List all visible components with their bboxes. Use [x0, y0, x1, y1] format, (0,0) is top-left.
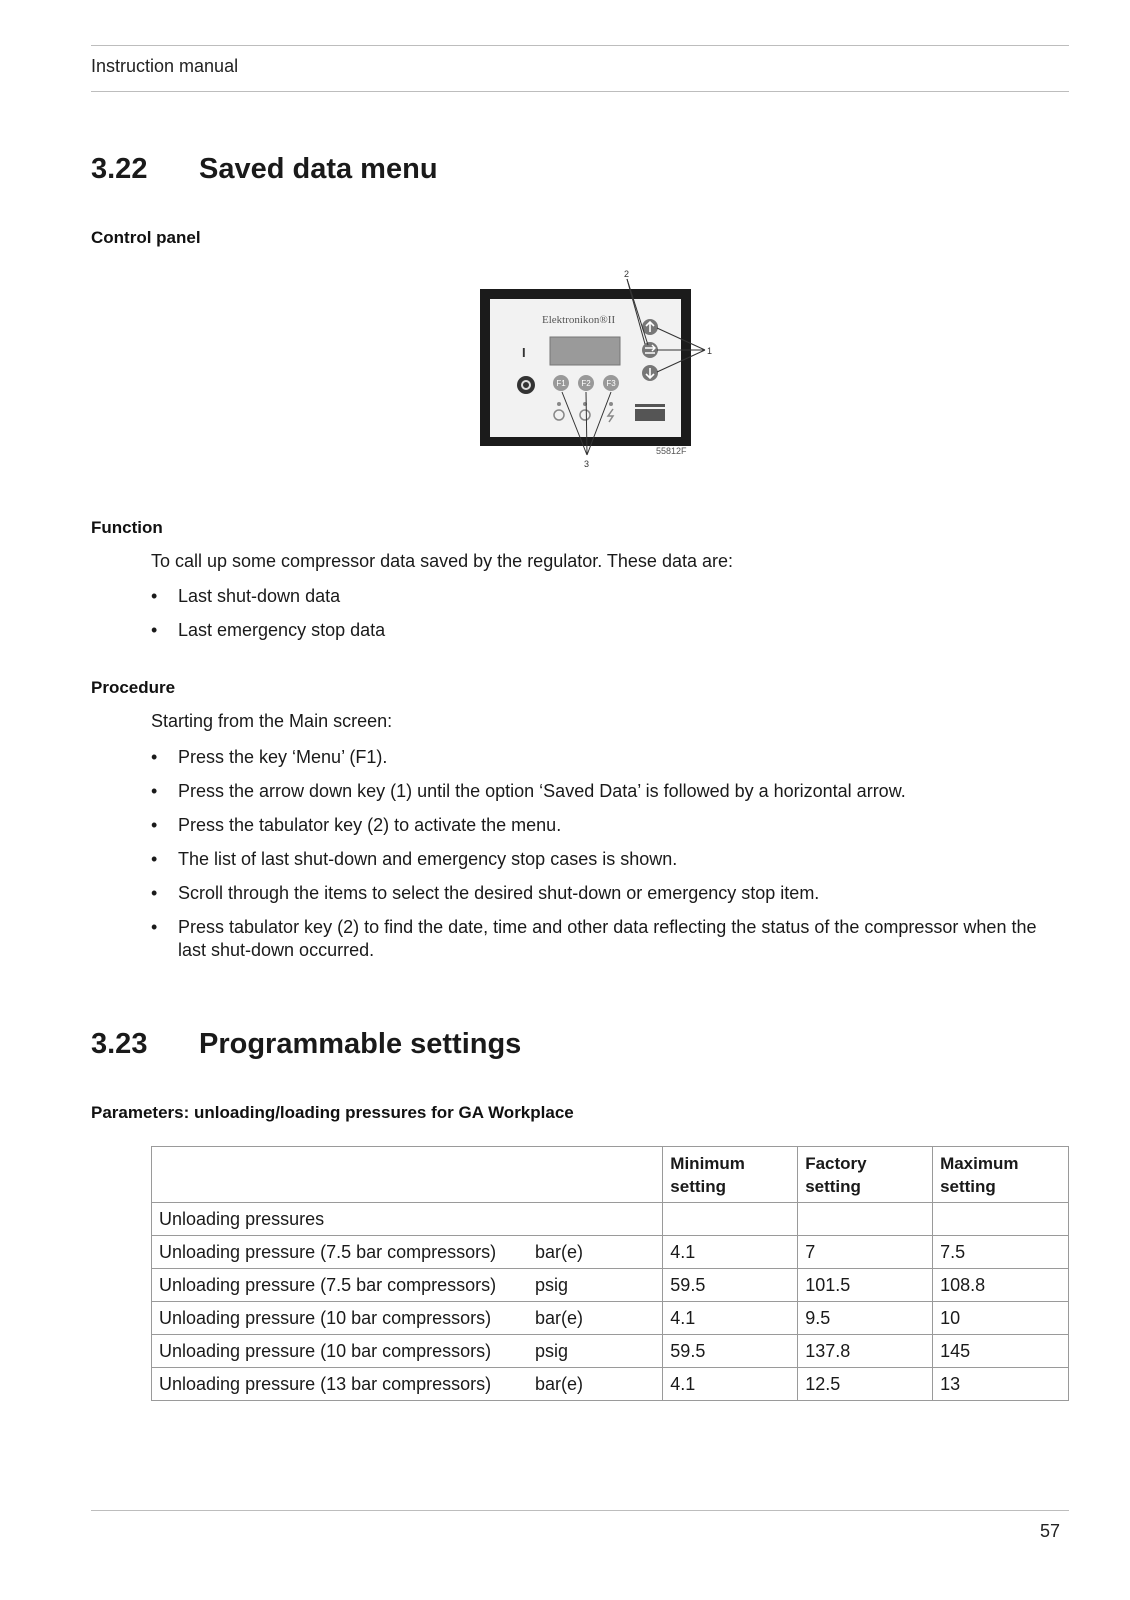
table-cell: 59.5: [663, 1269, 798, 1302]
table-cell: Unloading pressure (10 bar compressors): [152, 1335, 528, 1368]
table-row: [152, 1302, 1069, 1335]
table-header-row: [152, 1147, 1069, 1203]
function-heading: Function: [91, 518, 163, 537]
header-maximum: Maximum setting: [933, 1147, 1069, 1203]
table-cell: Unloading pressure (7.5 bar compressors): [152, 1269, 528, 1302]
table-cell: [663, 1203, 798, 1236]
list-item: • Press the tabulator key (2) to activate the menu.: [151, 814, 1069, 837]
table-cell: 7.5: [933, 1236, 1069, 1269]
list-item: • Press tabulator key (2) to find the date, time and other data reflecting the status of the compressor when the last shut-down occurred.: [151, 916, 1069, 962]
table-cell: [933, 1203, 1069, 1236]
section-title-text: Saved data menu: [199, 153, 438, 185]
header-title: Instruction manual: [91, 56, 239, 76]
table-cell: Unloading pressure (7.5 bar compressors): [152, 1236, 528, 1269]
list-item: • Last shut-down data: [151, 585, 1069, 608]
list-item: • Press the key ‘Menu’ (F1).: [151, 746, 1069, 769]
table-cell: 7: [798, 1236, 933, 1269]
brand-logo: [635, 404, 665, 421]
table-cell-unit: psig: [528, 1335, 663, 1368]
down-arrow-key-icon: [642, 365, 658, 381]
f2-label: F2: [581, 379, 591, 388]
panel-brand: Elektronikon®II: [542, 314, 616, 326]
table-cell: 137.8: [798, 1335, 933, 1368]
table-row: [152, 1335, 1069, 1368]
list-item: • The list of last shut-down and emergency stop cases is shown.: [151, 848, 1069, 871]
table-cell-unit: bar(e): [528, 1368, 663, 1401]
table-cell: Unloading pressure (13 bar compressors): [152, 1368, 528, 1401]
table-cell-unit: bar(e): [528, 1302, 663, 1335]
callout-1: 1: [707, 346, 713, 356]
callout-2: 2: [624, 270, 630, 279]
table-cell: 108.8: [933, 1269, 1069, 1302]
table-cell: 145: [933, 1335, 1069, 1368]
table-cell: 12.5: [798, 1368, 933, 1401]
section-title-saved-data: [91, 153, 438, 186]
list-item: • Last emergency stop data: [151, 619, 1069, 642]
section-title-programmable-settings: [91, 1028, 521, 1061]
table-row: [152, 1236, 1069, 1269]
list-item: • Press the arrow down key (1) until the option ‘Saved Data’ is followed by a horizontal arrow.: [151, 780, 1069, 803]
section-number: 3.22: [91, 153, 148, 185]
procedure-list: [151, 746, 1069, 962]
function-keys: [553, 375, 619, 391]
table-cell: Unloading pressure (10 bar compressors): [152, 1302, 528, 1335]
f1-label: F1: [556, 379, 566, 388]
table-cell: 9.5: [798, 1302, 933, 1335]
control-panel-heading: Control panel: [91, 228, 201, 247]
header-factory: Factory setting: [798, 1147, 933, 1203]
table-row: [152, 1269, 1069, 1302]
table-cell: 10: [933, 1302, 1069, 1335]
header-rule-top: [91, 45, 1069, 46]
table-cell: 4.1: [663, 1368, 798, 1401]
f3-label: F3: [606, 379, 616, 388]
control-panel-figure: [480, 270, 740, 480]
figure-code: 55812F: [656, 446, 687, 456]
table-cell-unit: psig: [528, 1269, 663, 1302]
table-cell: Unloading pressures: [152, 1203, 663, 1236]
page-number: 57: [1040, 1521, 1061, 1541]
table-cell-unit: bar(e): [528, 1236, 663, 1269]
table-cell: 59.5: [663, 1335, 798, 1368]
table-cell: [798, 1203, 933, 1236]
list-item: • Scroll through the items to select the desired shut-down or emergency stop item.: [151, 882, 1069, 905]
parameters-heading: Parameters: unloading/loading pressures for GA Workplace: [91, 1103, 574, 1122]
procedure-heading: Procedure: [91, 678, 176, 697]
section-number: 3.23: [91, 1028, 148, 1060]
table-cell: 4.1: [663, 1302, 798, 1335]
header-rule-bottom: [91, 91, 1069, 92]
footer-rule: [91, 1510, 1069, 1511]
tab-key-icon: [642, 342, 658, 358]
panel-display: [550, 337, 620, 365]
table-cell: 101.5: [798, 1269, 933, 1302]
table-row: [152, 1203, 1069, 1236]
stop-button-icon: [517, 376, 535, 394]
section-title-text: Programmable settings: [199, 1028, 522, 1060]
start-symbol: I: [522, 345, 526, 360]
function-list: [151, 585, 1069, 642]
procedure-intro: Starting from the Main screen:: [151, 711, 393, 731]
table-cell: 4.1: [663, 1236, 798, 1269]
header-minimum: Minimum setting: [663, 1147, 798, 1203]
table-cell: 13: [933, 1368, 1069, 1401]
callout-3: 3: [584, 459, 590, 469]
header-cell-empty: [152, 1147, 663, 1203]
function-text: To call up some compressor data saved by the regulator. These data are:: [151, 551, 733, 571]
parameters-table: [151, 1146, 1069, 1401]
table-row: [152, 1368, 1069, 1401]
